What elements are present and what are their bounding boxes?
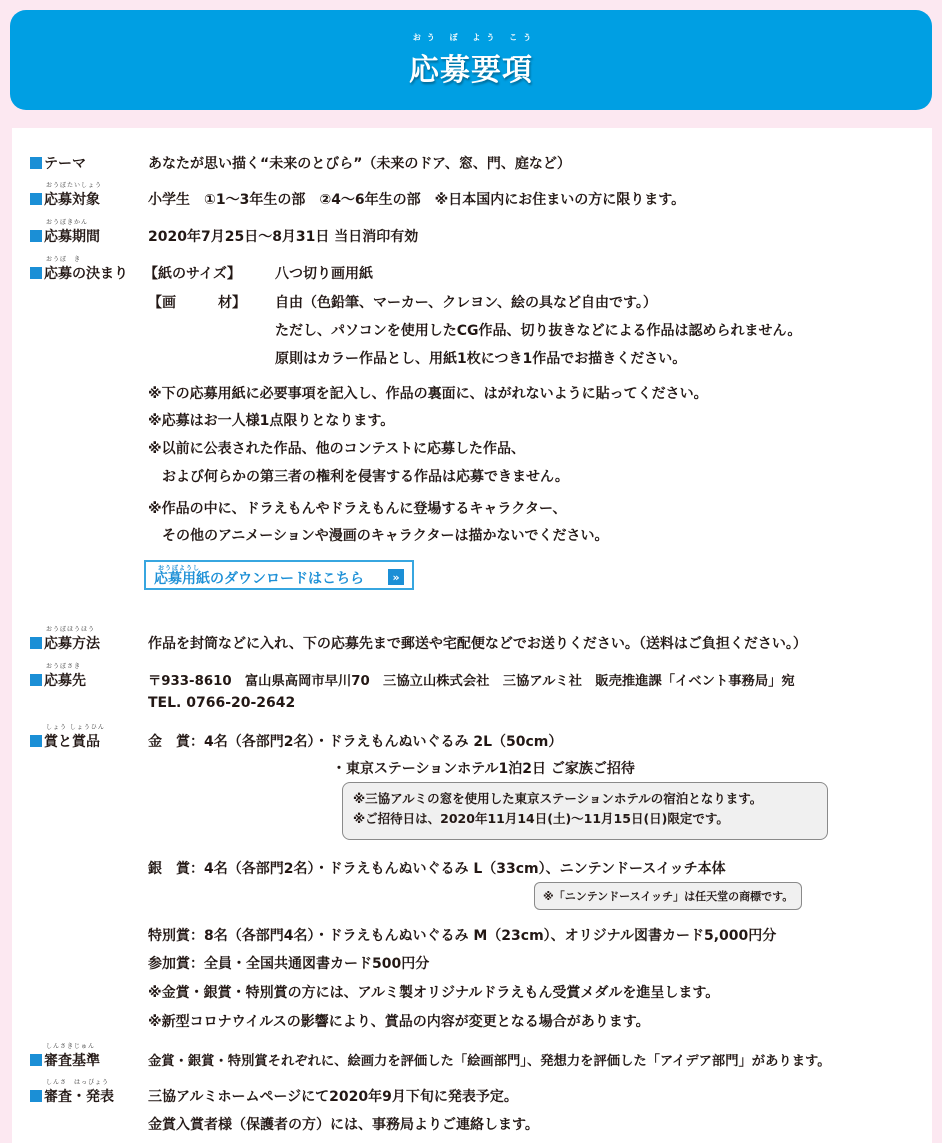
download-form-button[interactable] bbox=[144, 560, 414, 590]
label-ruby: おうぼたいしょう bbox=[46, 182, 103, 189]
label-criteria bbox=[30, 1050, 100, 1070]
label-text: 審査基準 bbox=[44, 1053, 100, 1069]
label-text: 審査・発表 bbox=[44, 1089, 114, 1105]
criteria-value: 金賞・銀賞・特別賞それぞれに、絵画力を評価した「絵画部門」、発想力を評価した「アイデア部門」があります。 bbox=[148, 1054, 831, 1069]
participation-prize: 参加賞：全員・全国共通図書カード500円分 bbox=[148, 956, 430, 972]
label-ruby: おうぼさき bbox=[46, 663, 82, 670]
square-bullet-icon bbox=[30, 267, 42, 279]
square-bullet-icon bbox=[30, 157, 42, 169]
special-prize: 特別賞：8名（各部門4名）・ドラえもんぬいぐるみ M（23cm）、オリジナル図書カード5,000円分 bbox=[148, 928, 777, 944]
gold-prize: 金 賞：4名（各部門2名）・ドラえもんぬいぐるみ 2L（50cm） bbox=[148, 734, 563, 750]
paper-size-value: 八つ切り画用紙 bbox=[275, 266, 373, 282]
gold-prize-hotel: ・東京ステーションホテル1泊2日 ご家族ご招待 bbox=[332, 761, 635, 777]
square-bullet-icon bbox=[30, 1090, 42, 1102]
label-ruby: しんさ はっぴょう bbox=[46, 1079, 110, 1086]
period-value: 2020年7月25日～8月31日 当日消印有効 bbox=[148, 229, 419, 245]
label-ruby: しんさきじゅん bbox=[46, 1043, 96, 1050]
square-bullet-icon bbox=[30, 193, 42, 205]
paper-size-label: 【紙のサイズ】 bbox=[144, 266, 241, 282]
label-text: 賞と賞品 bbox=[44, 734, 100, 750]
gold-note: ※三協アルミの窓を使用した東京ステーションホテルの宿泊となります。 bbox=[353, 791, 763, 806]
rules-note: ※作品の中に、ドラえもんやドラえもんに登場するキャラクター、 bbox=[148, 501, 567, 517]
silver-note: ※「ニンテンドースイッチ」は任天堂の商標です。 bbox=[534, 882, 802, 910]
gold-note-box bbox=[342, 782, 828, 840]
gold-note: ※ご招待日は、2020年11月14日(土)～11月15日(日)限定です。 bbox=[353, 811, 729, 826]
label-method bbox=[30, 633, 100, 653]
theme-value: あなたが思い描く“未来のとびら”（未来のドア、窓、門、庭など） bbox=[148, 156, 571, 172]
rules-note: ※応募はお一人様1点限りとなります。 bbox=[148, 413, 395, 429]
label-ruby: おうぼきかん bbox=[46, 219, 89, 226]
download-ruby: おうぼようし bbox=[158, 565, 201, 572]
square-bullet-icon bbox=[30, 735, 42, 747]
material-label: 【画 材】 bbox=[148, 295, 246, 311]
material-line: 自由（色鉛筆、マーカー、クレヨン、絵の具など自由です。） bbox=[275, 295, 657, 311]
address-tel: TEL. 0766-20-2642 bbox=[148, 695, 296, 711]
eligibility-value: 小学生 ①1～3年生の部 ②4～6年生の部 ※日本国内にお住まいの方に限ります。 bbox=[148, 192, 686, 208]
label-ruby: おうぼ き bbox=[46, 256, 82, 263]
label-text: 応募方法 bbox=[44, 636, 100, 652]
download-label: 応募用紙のダウンロードはこちら bbox=[154, 571, 364, 587]
label-address bbox=[30, 670, 86, 690]
label-eligibility bbox=[30, 189, 100, 209]
method-value: 作品を封筒などに入れ、下の応募先まで郵送や宅配便などでお送りください。（送料はご負担ください。） bbox=[148, 636, 807, 652]
page-title: 応募要項 bbox=[409, 52, 533, 88]
rules-note: ※以前に公表された作品、他のコンテストに応募した作品、 bbox=[148, 441, 526, 457]
material-line: 原則はカラー作品とし、用紙1枚につき1作品でお描きください。 bbox=[275, 351, 687, 367]
square-bullet-icon bbox=[30, 637, 42, 649]
label-text: 応募期間 bbox=[44, 229, 100, 245]
label-text: 応募先 bbox=[44, 673, 86, 689]
label-ruby: おうぼほうほう bbox=[46, 626, 96, 633]
square-bullet-icon bbox=[30, 230, 42, 242]
label-text: 応募対象 bbox=[44, 192, 100, 208]
label-theme bbox=[30, 153, 86, 173]
header-ruby: おう ぼ よう こう bbox=[412, 32, 538, 42]
chevron-right-icon: » bbox=[388, 569, 404, 585]
rules-note: および何らかの第三者の権利を侵害する作品は応募できません。 bbox=[148, 469, 569, 485]
section-header bbox=[10, 10, 932, 110]
rules-note: ※下の応募用紙に必要事項を記入し、作品の裏面に、はがれないように貼ってください。 bbox=[148, 386, 708, 402]
prizes-note: ※金賞・銀賞・特別賞の方には、アルミ製オリジナルドラえもん受賞メダルを進呈します。 bbox=[148, 985, 720, 1001]
announcement-line: 金賞入賞者様（保護者の方）には、事務局よりご連絡します。 bbox=[148, 1117, 539, 1133]
square-bullet-icon bbox=[30, 674, 42, 686]
label-announcement bbox=[30, 1086, 114, 1106]
silver-prize: 銀 賞：4名（各部門2名）・ドラえもんぬいぐるみ L（33cm）、ニンテンドースイッチ本体 bbox=[148, 861, 726, 877]
prizes-note: ※新型コロナウイルスの影響により、賞品の内容が変更となる場合があります。 bbox=[148, 1014, 650, 1030]
rules-note: その他のアニメーションや漫画のキャラクターは描かないでください。 bbox=[148, 528, 609, 544]
label-rules bbox=[30, 263, 128, 283]
material-line: ただし、パソコンを使用したCG作品、切り抜きなどによる作品は認められません。 bbox=[275, 323, 802, 339]
label-ruby: しょう しょうひん bbox=[46, 724, 105, 731]
label-text: 応募の決まり bbox=[44, 266, 128, 282]
label-text: テーマ bbox=[44, 156, 86, 172]
label-prizes bbox=[30, 731, 100, 751]
address-line: 〒933-8610 富山県高岡市早川70 三協立山株式会社 三協アルミ社 販売推進課「イベント事務局」宛 bbox=[148, 674, 795, 689]
announcement-line: 三協アルミホームページにて2020年9月下旬に発表予定。 bbox=[148, 1089, 518, 1105]
square-bullet-icon bbox=[30, 1054, 42, 1066]
label-period bbox=[30, 226, 100, 246]
